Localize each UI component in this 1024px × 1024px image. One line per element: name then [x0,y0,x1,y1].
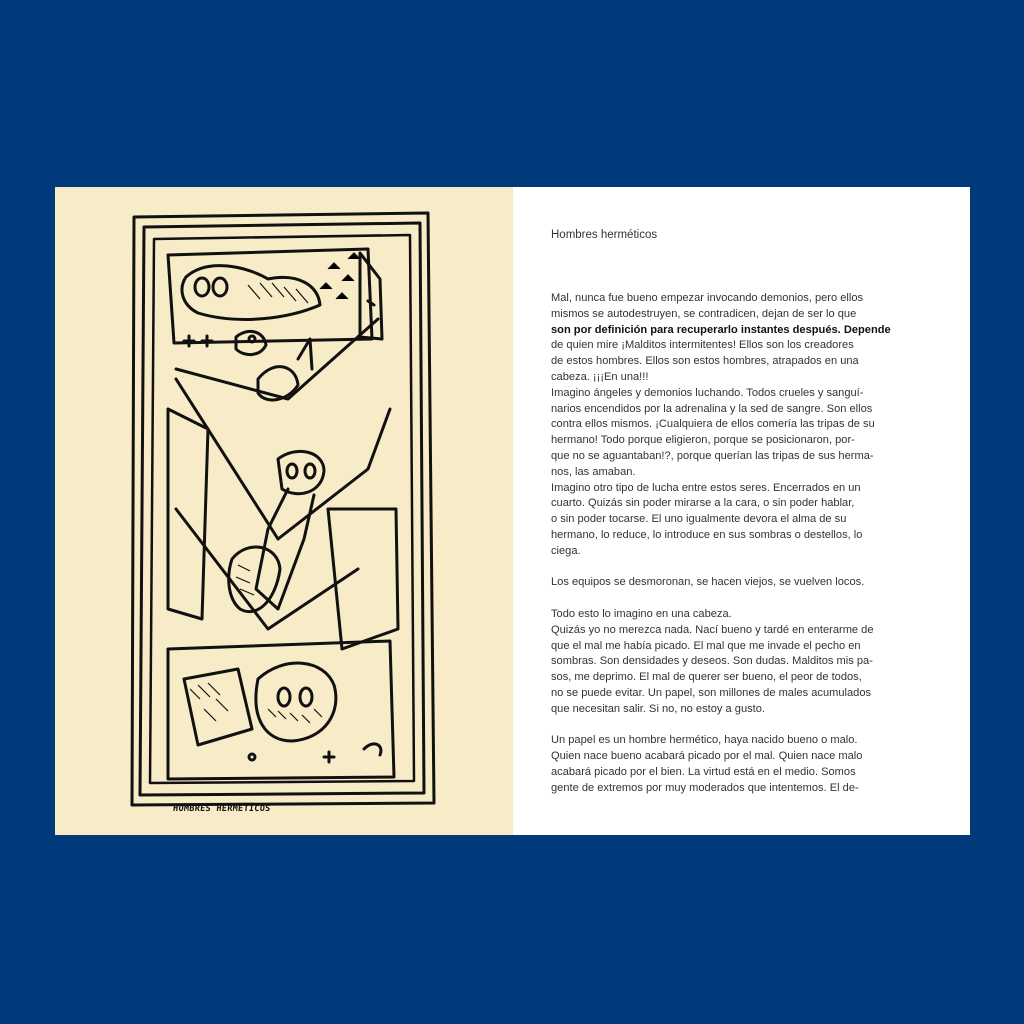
text-line: Mal, nunca fue bueno empezar invocando demonios, pero ellos [551,292,864,304]
text-line: que no se aguantaban!?, porque querían las tripas de sus herma- [551,449,874,462]
text-line: Quien nace bueno acabará picado por el mal. Quien nace malo [551,750,863,763]
text-line: cabeza. ¡¡¡En una!!! [551,370,649,383]
text-line: Imagino ángeles y demonios luchando. Todos crueles y sanguí- [551,386,864,399]
text-line: sos, me deprimo. El mal de querer ser bueno, el peor de todos, [551,671,862,684]
text-line: cuarto. Quizás sin poder mirarse a la cara, o sin poder hablar, [551,497,855,510]
paragraph-gap [551,591,931,607]
text-line: no se puede evitar. Un papel, son millones de males acumulados [551,686,872,699]
paragraph-gap [551,718,931,734]
text-line: contra ellos mismos. ¡Cualquiera de ellos comería las tripas de su [551,418,875,431]
text-line: de quien mire ¡Malditos intermitentes! Ellos son los creadores [551,339,854,352]
illustration-caption: HOMBRES HERMETICOS [172,804,272,814]
text-line: mismos se autodestruyen, se contradicen, dejan de ser lo que [551,307,857,320]
text-line: sombras. Son densidades y deseos. Son dudas. Malditos mis pa- [551,655,873,668]
paragraph-gap [551,560,931,576]
text-line: Todo esto lo imagino en una cabeza. [551,607,732,620]
left-page [55,187,513,835]
book-spread [55,187,970,835]
text-line: Quizás yo no merezca nada. Nací bueno y tardé en enterarme de [551,623,874,636]
text-line: o sin poder tocarse. El uno igualmente devora el alma de su [551,513,847,526]
right-page [513,187,970,835]
text-line: gente de extremos por muy moderados que intentemos. El de- [551,781,859,794]
text-line: de estos hombres. Ellos son estos hombres, atrapados en una [551,355,859,368]
text-line: son por definición para recuperarlo instantes después. Depende [551,323,891,336]
text-line: narios encendidos por la adrenalina y la sed de sangre. Son ellos [551,402,873,415]
body-text [551,291,931,797]
text-line: hermano, lo reduce, lo introduce en sus sombras o destellos, lo [551,528,863,541]
text-line: acabará picado por el bien. La virtud está en el medio. Somos [551,765,856,778]
text-line: Un papel es un hombre hermético, haya nacido bueno o malo. [551,734,858,747]
text-line: nos, las amaban. [551,465,636,478]
hombres-hermeticos-illustration [128,209,440,809]
text-line: Imagino otro tipo de lucha entre estos seres. Encerrados en un [551,481,861,494]
text-line: hermano! Todo porque eligieron, porque se posicionaron, por- [551,434,855,447]
text-line: que el mal me había picado. El mal que me invade el pecho en [551,639,861,652]
text-line: Los equipos se desmoronan, se hacen viejos, se vuelven locos. [551,576,865,589]
chapter-title: Hombres herméticos [551,229,658,241]
text-line: que necesitan salir. Si no, no estoy a gusto. [551,702,765,715]
text-line: ciega. [551,544,581,557]
